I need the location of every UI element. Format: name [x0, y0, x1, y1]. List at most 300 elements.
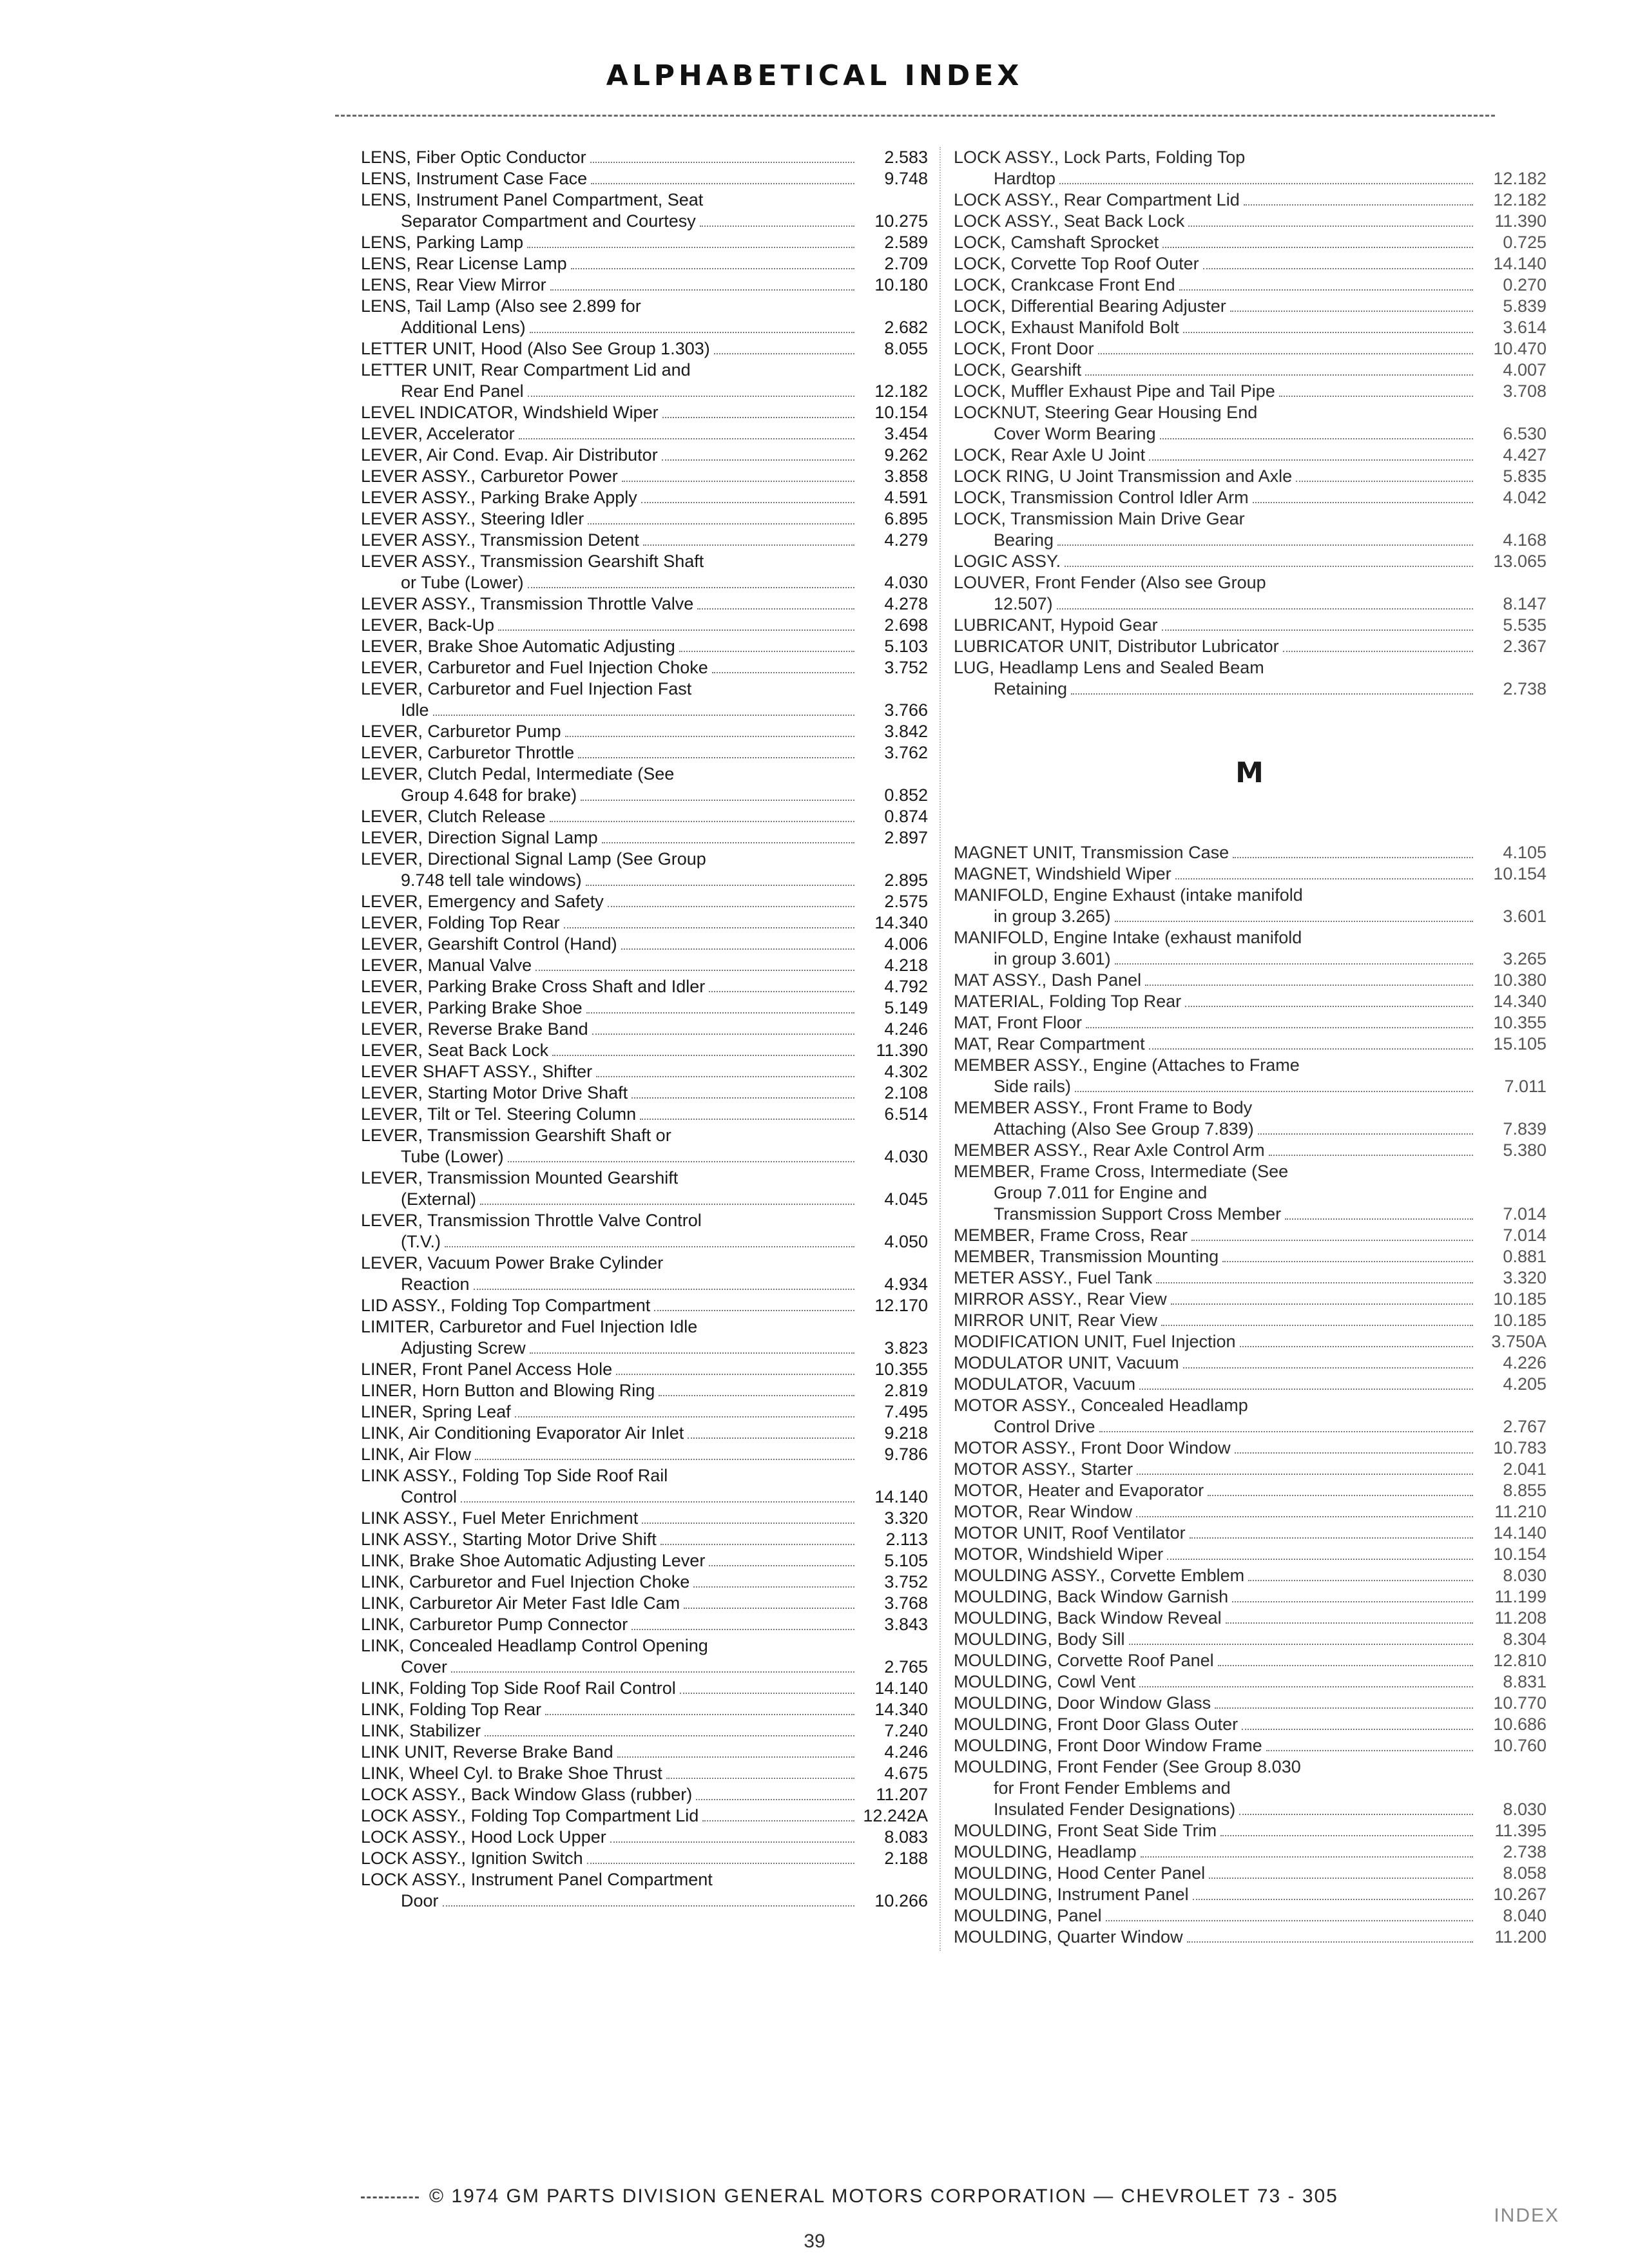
index-entry — [954, 1927, 1547, 1948]
entry-line — [361, 1805, 928, 1827]
index-entry — [954, 1841, 1547, 1863]
index-entry — [954, 1905, 1547, 1927]
entry-text: LENS, Instrument Case Face — [361, 169, 588, 188]
entry-text: LINER, Spring Leaf — [361, 1402, 511, 1421]
right-column — [954, 147, 1547, 1948]
leader-dots — [616, 1374, 854, 1375]
entry-number: 10.266 — [874, 1891, 928, 1910]
entry-number: 14.140 — [1493, 1523, 1547, 1542]
entry-number: 7.014 — [1503, 1204, 1547, 1224]
entry-number: 9.262 — [884, 445, 928, 465]
index-entry — [954, 1565, 1547, 1586]
entry-line — [954, 402, 1547, 423]
leader-dots — [545, 1714, 854, 1715]
index-entry — [361, 1593, 928, 1614]
entry-text: LEVER, Carburetor and Fuel Injection Choke — [361, 658, 708, 677]
index-entry — [361, 1082, 928, 1104]
index-entry — [361, 1401, 928, 1423]
entry-text: MOTOR, Heater and Evaporator — [954, 1481, 1204, 1500]
entry-text: LENS, Instrument Panel Compartment, Seat — [361, 190, 704, 209]
leader-dots — [1220, 1835, 1473, 1836]
leader-dots — [1129, 1644, 1473, 1645]
entry-text: LINK ASSY., Folding Top Side Roof Rail — [361, 1466, 668, 1485]
entry-text: Tube (Lower) — [401, 1147, 504, 1166]
entry-text: LUBRICANT, Hypoid Gear — [954, 615, 1158, 635]
leader-dots — [659, 1395, 854, 1396]
leader-dots — [712, 672, 854, 673]
index-entry — [361, 1253, 928, 1295]
index-entry — [361, 1571, 928, 1593]
leader-dots — [515, 1416, 854, 1418]
entry-line — [361, 934, 928, 955]
entry-number: 6.514 — [884, 1104, 928, 1124]
entry-line — [954, 1501, 1547, 1523]
page-title: ALPHABETICAL INDEX — [606, 59, 1023, 92]
entry-text: LEVER, Air Cond. Evap. Air Distributor — [361, 445, 658, 465]
entry-line — [954, 572, 1547, 593]
entry-number: 4.042 — [1503, 488, 1547, 507]
index-entry — [954, 1331, 1547, 1352]
entry-number: 4.006 — [884, 934, 928, 954]
entry-text: MEMBER ASSY., Front Frame to Body — [954, 1098, 1253, 1117]
entry-text: Reaction — [401, 1274, 470, 1294]
leader-dots — [1179, 289, 1473, 291]
index-entry — [361, 912, 928, 934]
index-entry — [361, 1869, 928, 1912]
entry-text: Transmission Support Cross Member — [994, 1204, 1282, 1224]
leader-dots — [1209, 1878, 1473, 1879]
entry-text: LINER, Horn Button and Blowing Ring — [361, 1381, 655, 1400]
leader-dots — [693, 1586, 854, 1588]
leader-dots — [550, 821, 854, 822]
entry-number: 4.030 — [884, 1147, 928, 1166]
leader-dots — [679, 651, 854, 652]
entry-text: LEVER, Transmission Mounted Gearshift — [361, 1168, 679, 1187]
index-entry — [361, 1359, 928, 1380]
entry-line — [954, 253, 1547, 274]
entry-text: Cover Worm Bearing — [994, 424, 1156, 443]
leader-dots — [666, 1778, 854, 1779]
index-entry — [361, 508, 928, 530]
entry-number: 2.108 — [884, 1083, 928, 1102]
index-entry — [361, 1061, 928, 1082]
entry-number: 5.380 — [1503, 1140, 1547, 1160]
entry-line — [954, 168, 1547, 189]
entry-line — [954, 360, 1547, 381]
index-entry — [361, 1168, 928, 1210]
leader-dots — [660, 1544, 854, 1545]
entry-number: 14.340 — [1493, 992, 1547, 1011]
leader-dots — [1141, 1856, 1473, 1858]
entry-line — [361, 1040, 928, 1061]
entry-line — [361, 1168, 928, 1189]
entry-number: 4.007 — [1503, 360, 1547, 380]
leader-dots — [485, 1735, 854, 1736]
entry-text: MOTOR UNIT, Roof Ventilator — [954, 1523, 1186, 1542]
entry-line — [954, 1884, 1547, 1905]
entry-text: Control — [401, 1487, 458, 1506]
index-entry — [361, 338, 928, 360]
index-entry — [954, 211, 1547, 232]
entry-number: 8.040 — [1503, 1906, 1547, 1925]
entry-text: MOULDING ASSY., Corvette Emblem — [954, 1566, 1245, 1585]
leader-dots — [602, 842, 854, 843]
entry-number: 3.843 — [884, 1615, 928, 1634]
entry-line — [954, 1204, 1547, 1225]
index-entry — [361, 274, 928, 296]
footer-rule — [361, 2196, 419, 2198]
entry-number: 3.601 — [1503, 907, 1547, 926]
entry-text: LEVER, Reverse Brake Band — [361, 1019, 588, 1039]
entry-number: 10.180 — [874, 275, 928, 294]
entry-number: 10.154 — [1493, 864, 1547, 883]
leader-dots — [709, 1565, 854, 1566]
entry-line — [954, 232, 1547, 253]
entry-text: MEMBER, Transmission Mounting — [954, 1247, 1219, 1266]
entry-line — [361, 1423, 928, 1444]
entry-text: MOULDING, Instrument Panel — [954, 1885, 1189, 1904]
entry-number: 10.154 — [874, 403, 928, 422]
entry-number: 4.279 — [884, 530, 928, 550]
entry-text: Bearing — [994, 530, 1054, 550]
leader-dots — [1240, 1346, 1473, 1347]
entry-text: LINK, Brake Shoe Automatic Adjusting Lever — [361, 1551, 706, 1570]
entry-text: LOCK ASSY., Seat Back Lock — [954, 211, 1185, 231]
entry-line — [361, 657, 928, 678]
entry-number: 4.792 — [884, 977, 928, 996]
entry-number: 2.682 — [884, 318, 928, 337]
entry-number: 10.770 — [1493, 1693, 1547, 1713]
index-entry — [361, 1423, 928, 1444]
index-entry — [954, 1289, 1547, 1310]
entry-number: 7.839 — [1503, 1119, 1547, 1139]
index-entry — [361, 742, 928, 764]
leader-dots — [1167, 1559, 1473, 1560]
entry-line — [954, 1055, 1547, 1076]
leader-dots — [586, 1012, 854, 1014]
leader-dots — [1191, 1240, 1473, 1241]
leader-dots — [1149, 459, 1473, 461]
entry-line — [954, 1352, 1547, 1374]
entry-line — [361, 678, 928, 700]
index-entry — [954, 1055, 1547, 1097]
index-entry — [954, 615, 1547, 636]
entry-text: LOCK, Differential Bearing Adjuster — [954, 296, 1226, 316]
m-section — [954, 842, 1547, 1948]
leader-dots — [1106, 1920, 1473, 1921]
entry-line — [361, 912, 928, 934]
entry-line — [361, 338, 928, 360]
entry-number: 2.738 — [1503, 1842, 1547, 1861]
leader-dots — [1156, 1282, 1473, 1283]
entry-text: LOCK, Camshaft Sprocket — [954, 233, 1159, 252]
entry-line — [954, 1033, 1547, 1055]
entry-text: Attaching (Also See Group 7.839) — [994, 1119, 1254, 1139]
entry-text: MOULDING, Front Fender (See Group 8.030 — [954, 1757, 1301, 1776]
entry-text: MATERIAL, Folding Top Rear — [954, 992, 1182, 1011]
entry-text: LOCK, Crankcase Front End — [954, 275, 1175, 294]
index-entry — [954, 657, 1547, 700]
entry-text: LINK, Concealed Headlamp Control Opening — [361, 1636, 708, 1655]
index-entry — [361, 1827, 928, 1848]
entry-text: LEVER, Transmission Throttle Valve Control — [361, 1211, 702, 1230]
entry-line — [361, 1486, 928, 1508]
entry-number: 2.575 — [884, 892, 928, 911]
entry-text: LINK ASSY., Fuel Meter Enrichment — [361, 1508, 639, 1528]
index-entry — [954, 1012, 1547, 1033]
leader-dots — [596, 1076, 854, 1077]
entry-text: MOULDING, Door Window Glass — [954, 1693, 1211, 1713]
entry-line — [361, 997, 928, 1019]
entry-line — [954, 1119, 1547, 1140]
entry-number: 10.355 — [874, 1360, 928, 1379]
entry-line — [954, 885, 1547, 906]
entry-text: LEVER, Emergency and Safety — [361, 892, 604, 911]
leader-dots — [443, 1905, 854, 1907]
leader-dots — [1188, 226, 1473, 227]
entry-line — [361, 721, 928, 742]
leader-dots — [451, 1671, 854, 1673]
entry-text: LIMITER, Carburetor and Fuel Injection Idle — [361, 1317, 698, 1336]
entry-line — [954, 338, 1547, 360]
leader-dots — [565, 736, 854, 737]
entry-line — [954, 842, 1547, 863]
index-entry — [954, 991, 1547, 1012]
entry-text: LEVER, Carburetor and Fuel Injection Fast — [361, 679, 692, 698]
index-entry — [954, 636, 1547, 657]
leader-dots — [700, 226, 854, 227]
index-entry — [954, 253, 1547, 274]
entry-text: MAT ASSY., Dash Panel — [954, 970, 1142, 990]
leader-dots — [608, 906, 854, 907]
leader-dots — [1149, 1048, 1473, 1050]
entry-number: 11.390 — [876, 1041, 928, 1060]
entry-number: 0.270 — [1503, 275, 1547, 294]
leader-dots — [1175, 878, 1473, 879]
entry-number: 8.055 — [884, 339, 928, 358]
index-entry — [361, 721, 928, 742]
leader-dots — [1215, 1707, 1473, 1709]
entry-text: MOULDING, Front Seat Side Trim — [954, 1821, 1217, 1840]
leader-dots — [684, 1608, 854, 1609]
entry-number: 6.530 — [1503, 424, 1547, 443]
entry-line — [361, 700, 928, 721]
entry-number: 14.140 — [1493, 254, 1547, 273]
entry-text: Control Drive — [994, 1417, 1095, 1436]
entry-number: 12.810 — [1493, 1651, 1547, 1670]
entry-text: LOCK ASSY., Lock Parts, Folding Top — [954, 148, 1246, 167]
entry-text: for Front Fender Emblems and — [994, 1778, 1231, 1798]
entry-text: METER ASSY., Fuel Tank — [954, 1268, 1153, 1287]
section-letter-m: M — [1235, 756, 1265, 789]
entry-number: 3.454 — [884, 424, 928, 443]
entry-line — [361, 1231, 928, 1253]
entry-text: MOTOR, Windshield Wiper — [954, 1544, 1164, 1564]
entry-line — [361, 1869, 928, 1890]
entry-line — [954, 970, 1547, 991]
entry-line — [954, 1225, 1547, 1246]
entry-number: 9.786 — [884, 1445, 928, 1464]
leader-dots — [587, 1863, 854, 1864]
index-entry — [361, 1316, 928, 1359]
entry-line — [361, 572, 928, 593]
index-entry — [954, 551, 1547, 572]
entry-line — [361, 1784, 928, 1805]
entry-text: LOCK ASSY., Ignition Switch — [361, 1849, 583, 1868]
leader-dots — [586, 885, 854, 886]
entry-number: 3.752 — [884, 658, 928, 677]
entry-line — [361, 296, 928, 317]
entry-line — [954, 551, 1547, 572]
entry-number: 2.188 — [884, 1849, 928, 1868]
index-entry — [954, 445, 1547, 466]
index-entry — [954, 360, 1547, 381]
leader-dots — [550, 289, 854, 291]
entry-line — [954, 593, 1547, 615]
entry-text: LEVER, Directional Signal Lamp (See Group — [361, 849, 706, 869]
entry-text: Hardtop — [994, 169, 1056, 188]
entry-text: LEVER, Manual Valve — [361, 956, 532, 975]
entry-text: Door — [401, 1891, 439, 1910]
entry-number: 6.895 — [884, 509, 928, 528]
index-entry — [361, 1104, 928, 1125]
entry-line — [361, 1742, 928, 1763]
leader-dots — [1279, 396, 1473, 397]
entry-number: 10.470 — [1493, 339, 1547, 358]
entry-line — [361, 317, 928, 338]
entry-text: LOCKNUT, Steering Gear Housing End — [954, 403, 1258, 422]
entry-text: LINK ASSY., Starting Motor Drive Shift — [361, 1530, 657, 1549]
leader-dots — [1187, 1941, 1473, 1943]
entry-number: 2.041 — [1503, 1459, 1547, 1479]
leader-dots — [1266, 1750, 1473, 1751]
entry-number: 8.304 — [1503, 1629, 1547, 1649]
index-entry — [954, 863, 1547, 885]
leader-dots — [696, 1799, 854, 1800]
entry-text: Side rails) — [994, 1077, 1072, 1096]
entry-number: 4.427 — [1503, 445, 1547, 465]
entry-number: 10.355 — [1493, 1013, 1547, 1032]
entry-text: MOULDING, Headlamp — [954, 1842, 1137, 1861]
leader-dots — [621, 948, 854, 950]
entry-number: 5.535 — [1503, 615, 1547, 635]
index-entry — [361, 466, 928, 487]
leader-dots — [1115, 921, 1473, 922]
entry-text: LEVER ASSY., Parking Brake Apply — [361, 488, 637, 507]
entry-number: 12.170 — [874, 1296, 928, 1315]
entry-text: LEVER, Direction Signal Lamp — [361, 828, 598, 847]
entry-text: LEVER, Gearshift Control (Hand) — [361, 934, 617, 954]
entry-line — [954, 1927, 1547, 1948]
index-entry — [361, 1720, 928, 1742]
entry-number: 2.583 — [884, 148, 928, 167]
entry-line — [954, 1480, 1547, 1501]
index-entry — [361, 1848, 928, 1869]
leader-dots — [622, 481, 854, 482]
leader-dots — [1208, 1495, 1473, 1496]
entry-text: LINK, Folding Top Rear — [361, 1700, 542, 1719]
index-entry — [361, 827, 928, 849]
index-entry — [361, 1699, 928, 1720]
entry-text: LEVER, Back-Up — [361, 615, 495, 635]
leader-dots — [631, 1097, 854, 1099]
entry-text: Group 4.648 for brake) — [401, 785, 577, 805]
index-entry — [361, 657, 928, 678]
index-entry — [954, 1608, 1547, 1629]
entry-line — [954, 296, 1547, 317]
entry-line — [361, 1380, 928, 1401]
entry-text: LEVER, Starting Motor Drive Shaft — [361, 1083, 628, 1102]
index-entry — [954, 1437, 1547, 1459]
entry-line — [361, 636, 928, 657]
entry-text: LEVER, Accelerator — [361, 424, 515, 443]
entry-line — [954, 1523, 1547, 1544]
entry-text: MOTOR ASSY., Front Door Window — [954, 1438, 1231, 1457]
index-entry — [361, 551, 928, 593]
entry-number: 8.083 — [884, 1827, 928, 1847]
entry-text: Separator Compartment and Courtesy — [401, 211, 696, 231]
entry-line — [361, 445, 928, 466]
entry-number: 2.738 — [1503, 679, 1547, 698]
entry-line — [361, 1657, 928, 1678]
leader-dots — [643, 544, 854, 546]
index-entry — [954, 927, 1547, 970]
index-entry — [361, 1380, 928, 1401]
entry-number: 5.835 — [1503, 466, 1547, 486]
entry-number: 4.302 — [884, 1062, 928, 1081]
entry-line — [361, 1316, 928, 1338]
leader-dots — [1283, 651, 1473, 652]
entry-line — [361, 274, 928, 296]
entry-text: LEVER, Folding Top Rear — [361, 913, 560, 932]
leader-dots — [709, 991, 854, 992]
entry-line — [361, 232, 928, 253]
entry-line — [954, 445, 1547, 466]
index-entry — [954, 147, 1547, 189]
leader-dots — [508, 1161, 854, 1162]
index-entry — [954, 189, 1547, 211]
index-entry — [954, 1033, 1547, 1055]
index-entry — [954, 232, 1547, 253]
entry-text: in group 3.265) — [994, 907, 1111, 926]
entry-line — [954, 863, 1547, 885]
entry-number: 12.182 — [1493, 169, 1547, 188]
entry-text: LUBRICATOR UNIT, Distributor Lubricator — [954, 637, 1279, 656]
entry-number: 3.762 — [884, 743, 928, 762]
leader-dots — [1115, 963, 1473, 965]
leader-dots — [631, 1629, 854, 1630]
index-entry — [954, 274, 1547, 296]
entry-text: (External) — [401, 1189, 477, 1209]
entry-line — [954, 1544, 1547, 1565]
entry-number: 2.895 — [884, 870, 928, 890]
entry-text: LOUVER, Front Fender (Also see Group — [954, 573, 1266, 592]
entry-text: LEVEL INDICATOR, Windshield Wiper — [361, 403, 659, 422]
entry-number: 14.140 — [874, 1487, 928, 1506]
entry-line — [954, 1374, 1547, 1395]
leader-dots — [527, 247, 854, 248]
entry-line — [954, 948, 1547, 970]
entry-text: LEVER, Parking Brake Shoe — [361, 998, 583, 1017]
entry-text: LETTER UNIT, Hood (Also See Group 1.303) — [361, 339, 710, 358]
entry-line — [361, 1720, 928, 1742]
entry-text: MEMBER, Frame Cross, Intermediate (See — [954, 1162, 1289, 1181]
entry-text: LEVER, Carburetor Pump — [361, 722, 561, 741]
entry-number: 11.210 — [1494, 1502, 1547, 1521]
entry-number: 8.030 — [1503, 1800, 1547, 1819]
entry-number: 4.168 — [1503, 530, 1547, 550]
index-entry — [954, 1267, 1547, 1289]
